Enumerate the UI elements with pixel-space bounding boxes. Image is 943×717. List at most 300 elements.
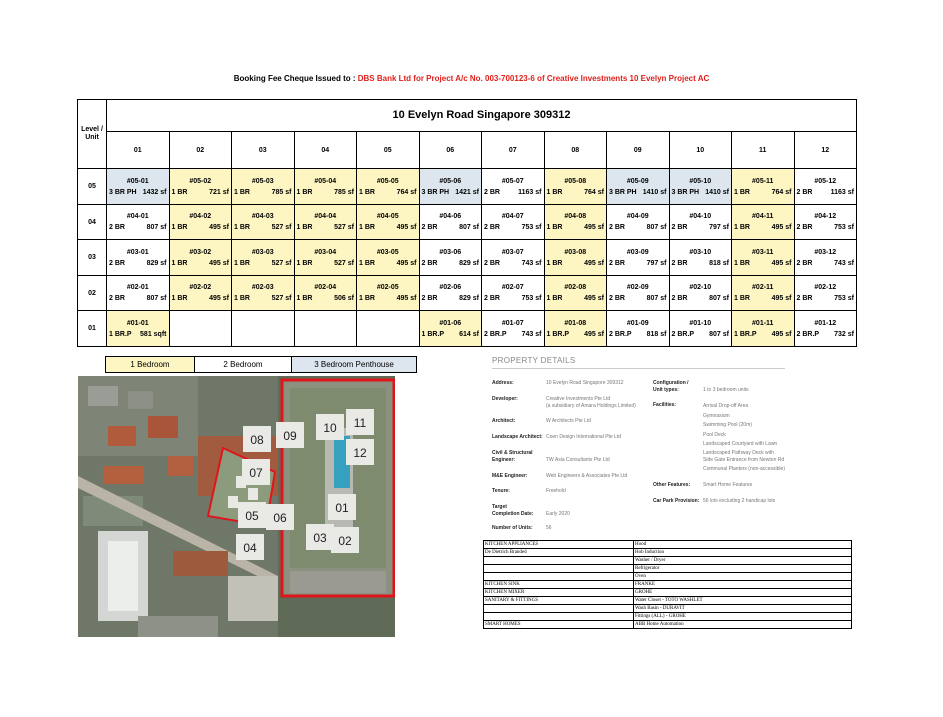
- unit-size: 785 sf: [334, 188, 354, 196]
- fittings-item: FRANKE: [634, 581, 852, 589]
- unit-number: #01-10: [689, 319, 712, 327]
- unit-size: 495 sf: [396, 259, 417, 267]
- unit-cell: [607, 311, 670, 347]
- unit-cell: [607, 275, 670, 311]
- config-label: Configuration / Unit types:: [653, 380, 689, 393]
- landscape-value: Coen Design International Pte Ltd: [546, 434, 622, 440]
- column-header: 04: [294, 131, 357, 168]
- booking-fee-line: [0, 74, 943, 83]
- facility-item: Landscaped Pathway Deck with: [703, 449, 774, 456]
- landscape-label: Landscape Architect:: [492, 434, 543, 440]
- unit-size: 753 sf: [521, 295, 542, 303]
- unit-number: #02-01: [126, 284, 149, 292]
- unit-cell: [107, 311, 170, 347]
- unit-size: 829 sf: [459, 295, 479, 303]
- unit-cell: [794, 311, 857, 347]
- facilities-label: Facilities:: [653, 402, 677, 408]
- unit-size: 1410 sf: [642, 188, 667, 196]
- facilities-list: [703, 402, 785, 475]
- fittings-category: KITCHEN SINK: [484, 581, 634, 589]
- unit-number: #05-02: [189, 177, 212, 185]
- column-header: 01: [107, 131, 170, 168]
- unit-cell: [544, 311, 607, 347]
- unit-size: 1163 sf: [830, 188, 854, 196]
- unit-type: 2 BR: [609, 224, 625, 232]
- unit-type: 1 BR: [359, 188, 375, 196]
- unit-cell: [669, 275, 732, 311]
- fittings-row: [484, 613, 852, 621]
- unit-cell: [732, 204, 795, 240]
- unit-number: #02-07: [501, 284, 524, 292]
- unit-size: 797 sf: [709, 224, 729, 232]
- fittings-item: ABB Home Automation: [634, 621, 852, 629]
- column-header: 12: [794, 131, 857, 168]
- unit-number: #04-07: [501, 213, 524, 221]
- unit-size: 743 sf: [834, 259, 854, 267]
- car-park-label: Car Park Provision:: [653, 498, 700, 504]
- facility-item: Side Gate Entrance from Newton Rd: [703, 456, 785, 463]
- unit-size: 495 sf: [396, 295, 417, 303]
- level-row: [78, 169, 857, 205]
- unit-size: 495 sf: [584, 224, 604, 232]
- unit-number: #04-12: [814, 213, 837, 221]
- unit-size: 807 sf: [646, 295, 667, 303]
- unit-number: #05-05: [376, 177, 399, 185]
- fittings-category: [484, 565, 634, 573]
- legend: [105, 356, 417, 373]
- unit-cell: [294, 169, 357, 205]
- unit-size: 818 sf: [709, 259, 729, 267]
- fittings-item: Hood: [634, 541, 852, 549]
- level-unit-header: Level / Unit: [78, 100, 107, 169]
- unit-number: #04-09: [626, 213, 649, 221]
- unit-size: 1163 sf: [518, 188, 542, 196]
- unit-cell: [357, 275, 420, 311]
- unit-type: 2 BR: [796, 188, 813, 196]
- unit-type: 1 BR: [234, 259, 250, 267]
- unit-cell: [607, 169, 670, 205]
- unit-cell: [357, 169, 420, 205]
- other-features-label: Other Features:: [653, 482, 691, 488]
- unit-type: 1 BR.P: [546, 330, 570, 338]
- unit-type: 2 BR: [484, 224, 500, 232]
- column-header: 03: [232, 131, 295, 168]
- unit-cell: [169, 240, 232, 276]
- unit-number: #03-12: [814, 248, 837, 256]
- unit-number: #03-02: [189, 248, 212, 256]
- target-value: Early 2020: [546, 511, 570, 517]
- unit-type: 2 BR: [609, 259, 625, 267]
- unit-number: #02-09: [626, 284, 649, 292]
- unit-number: #03-03: [251, 248, 274, 256]
- car-park-value: 56 lots excluding 2 handicap lots: [703, 498, 776, 504]
- unit-number: #03-05: [376, 248, 399, 256]
- unit-cell: [794, 169, 857, 205]
- unit-number: #01-01: [126, 319, 149, 327]
- developer-value: Creative Investments Pte Ltd (a subsidiary of Amara Holdings Limited): [546, 396, 636, 409]
- unit-size: 495 sf: [771, 330, 792, 338]
- fittings-item: Refrigerator: [634, 565, 852, 573]
- level-label: 04: [78, 204, 107, 240]
- unit-type: 2 BR.P: [609, 330, 632, 338]
- civil-value: TW Asia Consultants Pte Ltd: [546, 457, 610, 463]
- unit-size: 1410 sf: [705, 188, 729, 196]
- unit-type: 2 BR: [109, 224, 125, 232]
- unit-type: 1 BR: [296, 224, 313, 232]
- units-label: Number of Units:: [492, 525, 533, 531]
- unit-cell: [107, 240, 170, 276]
- unit-cell: [107, 204, 170, 240]
- unit-size: 527 sf: [334, 259, 354, 267]
- level-label: 02: [78, 275, 107, 311]
- empty-unit-cell: [232, 311, 295, 347]
- unit-cell: [232, 240, 295, 276]
- other-features-value: Smart Home Features: [703, 482, 753, 488]
- site-block-label: 12: [353, 446, 367, 460]
- unit-type: 2 BR: [796, 224, 813, 232]
- unit-cell: [294, 240, 357, 276]
- property-details-rule: [492, 368, 785, 369]
- unit-size: 581 sqft: [140, 330, 167, 338]
- unit-type: 1 BR: [234, 224, 250, 232]
- unit-cell: [669, 204, 732, 240]
- unit-size: 753 sf: [521, 224, 542, 232]
- unit-cell: [607, 240, 670, 276]
- column-header: 10: [669, 131, 732, 168]
- site-block-label: 11: [353, 416, 367, 430]
- column-header: 09: [607, 131, 670, 168]
- legend-3-bedroom-penthouse: 3 Bedroom Penthouse: [292, 357, 416, 372]
- facility-item: Gymnasium: [703, 412, 730, 419]
- unit-cell: [607, 204, 670, 240]
- unit-number: #03-01: [126, 248, 149, 256]
- unit-cell: [544, 240, 607, 276]
- site-block-label: 05: [245, 509, 259, 523]
- unit-number: #02-02: [189, 284, 212, 292]
- unit-type: 2 BR: [484, 188, 500, 196]
- unit-number: #01-09: [626, 319, 649, 327]
- unit-cell: [794, 240, 857, 276]
- unit-number: #01-07: [501, 319, 524, 327]
- unit-type: 3 BR PH: [421, 188, 450, 196]
- unit-cell: [482, 240, 545, 276]
- unit-size: 829 sf: [459, 259, 479, 267]
- unit-type: 2 BR: [796, 295, 813, 303]
- unit-type: 2 BR: [671, 295, 688, 303]
- fittings-row: [484, 605, 852, 613]
- unit-number: #05-11: [752, 177, 774, 185]
- unit-number: #03-07: [501, 248, 524, 256]
- fittings-row: [484, 573, 852, 581]
- unit-size: 807 sf: [646, 224, 667, 232]
- fittings-category: SANITARY & FITTINGS: [484, 597, 634, 605]
- unit-size: 527 sf: [271, 224, 292, 232]
- unit-cell: [732, 169, 795, 205]
- unit-cell: [544, 169, 607, 205]
- unit-size: 818 sf: [646, 330, 667, 338]
- column-header: 06: [419, 131, 482, 168]
- unit-type: 3 BR PH: [109, 188, 137, 196]
- unit-size: 495 sf: [209, 259, 229, 267]
- column-header-row: [78, 131, 857, 168]
- legend-2-bedroom: 2 Bedroom: [195, 357, 292, 372]
- unit-type: 1 BR: [734, 188, 750, 196]
- fittings-row: [484, 581, 852, 589]
- unit-type: 1 BR: [296, 188, 313, 196]
- unit-size: 495 sf: [396, 224, 417, 232]
- project-title: 10 Evelyn Road Singapore 309312: [107, 100, 857, 132]
- unit-cell: [419, 169, 482, 205]
- unit-size: 721 sf: [209, 188, 229, 196]
- booking-fee-payee: DBS Bank Ltd for Project A/c No. 003-700123-6 of Creative Investments 10 Evelyn Project AC: [357, 74, 710, 83]
- unit-type: 1 BR: [546, 295, 563, 303]
- column-header: 11: [732, 131, 795, 168]
- level-row: [78, 240, 857, 276]
- unit-type: 2 BR: [484, 259, 500, 267]
- unit-number: #05-07: [501, 177, 524, 185]
- unit-type: 3 BR PH: [609, 188, 637, 196]
- unit-cell: [544, 275, 607, 311]
- facility-item: Communal Planters (non-accessible): [703, 466, 785, 472]
- unit-type: 1 BR: [546, 259, 563, 267]
- unit-size: 743 sf: [521, 330, 542, 338]
- level-row: [78, 204, 857, 240]
- fittings-item: Fittings (ALL) - GROHE: [634, 613, 852, 621]
- unit-cell: [232, 275, 295, 311]
- unit-cell: [169, 169, 232, 205]
- unit-number: #02-10: [689, 284, 712, 292]
- unit-type: 1 BR: [171, 188, 188, 196]
- unit-number: #01-06: [439, 319, 462, 327]
- unit-type: 1 BR: [734, 295, 750, 303]
- unit-number: #02-03: [251, 284, 274, 292]
- empty-unit-cell: [294, 311, 357, 347]
- unit-number: #01-12: [814, 319, 837, 327]
- site-block-label: 03: [313, 531, 327, 545]
- unit-cell: [419, 311, 482, 347]
- unit-type: 1 BR: [359, 259, 375, 267]
- fittings-category: [484, 557, 634, 565]
- site-location-map: [78, 376, 395, 637]
- fittings-category: [484, 573, 634, 581]
- facility-item: Swimming Pool (20m): [703, 422, 752, 428]
- unit-cell: [732, 311, 795, 347]
- booking-fee-prefix: Booking Fee Cheque Issued to :: [233, 74, 358, 83]
- unit-cell: [107, 169, 170, 205]
- unit-number: #02-08: [564, 284, 587, 292]
- unit-number: #05-12: [814, 177, 837, 185]
- facility-item: Pool Deck: [703, 431, 726, 438]
- unit-number: #02-11: [752, 284, 774, 292]
- unit-cell: [482, 169, 545, 205]
- fittings-row: [484, 621, 852, 629]
- site-block-label: 10: [323, 421, 337, 435]
- fittings-category: [484, 605, 634, 613]
- unit-cell: [419, 240, 482, 276]
- unit-type: 1 BR.P: [421, 330, 445, 338]
- unit-type: 2 BR: [109, 259, 125, 267]
- unit-type: 1 BR: [171, 295, 188, 303]
- unit-type: 2 BR: [609, 295, 625, 303]
- unit-size: 753 sf: [834, 295, 854, 303]
- level-row: [78, 275, 857, 311]
- unit-number: #02-06: [439, 284, 462, 292]
- unit-number: #02-04: [314, 284, 337, 292]
- level-label: 01: [78, 311, 107, 347]
- unit-type: 1 BR.P: [734, 330, 757, 338]
- unit-size: 743 sf: [521, 259, 542, 267]
- kitchen-fittings-table: [483, 540, 852, 629]
- unit-number: #04-08: [564, 213, 587, 221]
- unit-number: #02-05: [376, 284, 399, 292]
- fittings-item: GROHE: [634, 589, 852, 597]
- unit-size: 1432 sf: [142, 188, 167, 196]
- column-header: 08: [544, 131, 607, 168]
- fittings-category: [484, 613, 634, 621]
- legend-1-bedroom: 1 Bedroom: [106, 357, 195, 372]
- unit-cell: [482, 311, 545, 347]
- unit-number: #02-12: [814, 284, 837, 292]
- config-value: 1 to 3 bedroom units: [703, 387, 749, 393]
- unit-type: 1 BR: [546, 188, 563, 196]
- unit-size: 495 sf: [209, 224, 229, 232]
- unit-size: 764 sf: [396, 188, 417, 196]
- facility-item: Arrival Drop-off Area: [703, 403, 749, 409]
- fittings-row: [484, 597, 852, 605]
- units-value: 56: [546, 525, 552, 531]
- unit-size: 506 sf: [334, 295, 354, 303]
- unit-number: #03-09: [626, 248, 649, 256]
- fittings-item: Water Closet - TOTO WASHLET: [634, 597, 852, 605]
- unit-number: #01-11: [752, 319, 774, 327]
- unit-cell: [482, 204, 545, 240]
- site-block-label: 08: [250, 433, 264, 447]
- unit-cell: [669, 240, 732, 276]
- unit-type: 1 BR: [171, 259, 188, 267]
- developer-label: Developer:: [492, 396, 518, 402]
- unit-number: #04-11: [752, 213, 774, 221]
- unit-cell: [169, 204, 232, 240]
- unit-type: 1 BR: [234, 295, 250, 303]
- site-block-label: 01: [335, 501, 349, 515]
- architect-label: Architect:: [492, 418, 516, 424]
- fittings-row: [484, 549, 852, 557]
- unit-number: #04-02: [189, 213, 212, 221]
- unit-size: 495 sf: [771, 259, 792, 267]
- level-label: 03: [78, 240, 107, 276]
- unit-type: 2 BR: [671, 224, 688, 232]
- unit-number: #03-11: [752, 248, 774, 256]
- fittings-category: De Dietrich Branded: [484, 549, 634, 557]
- unit-number: #04-03: [251, 213, 274, 221]
- unit-size: 1421 sf: [455, 188, 479, 196]
- unit-type: 1 BR: [234, 188, 250, 196]
- unit-type: 2 BR: [421, 224, 438, 232]
- fittings-row: [484, 557, 852, 565]
- facility-item: Landscaped Courtyard with Lawn: [703, 441, 778, 447]
- column-header: 05: [357, 131, 420, 168]
- unit-cell: [107, 275, 170, 311]
- empty-unit-cell: [169, 311, 232, 347]
- unit-size: 797 sf: [646, 259, 667, 267]
- tenure-value: Freehold: [546, 488, 566, 494]
- unit-size: 764 sf: [771, 188, 792, 196]
- unit-size: 495 sf: [209, 295, 229, 303]
- unit-size: 732 sf: [834, 330, 854, 338]
- unit-number: #03-08: [564, 248, 587, 256]
- unit-type: 1 BR.P: [109, 330, 132, 338]
- unit-cell: [294, 204, 357, 240]
- fittings-category: KITCHEN MIXER: [484, 589, 634, 597]
- unit-type: 2 BR.P: [671, 330, 695, 338]
- unit-number: #03-10: [689, 248, 712, 256]
- unit-cell: [232, 169, 295, 205]
- column-header: 07: [482, 131, 545, 168]
- site-block-label: 06: [273, 511, 287, 525]
- unit-number: #03-04: [314, 248, 337, 256]
- fittings-row: [484, 565, 852, 573]
- empty-unit-cell: [357, 311, 420, 347]
- unit-type: 2 BR: [421, 295, 438, 303]
- unit-size: 764 sf: [584, 188, 604, 196]
- unit-size: 807 sf: [146, 295, 167, 303]
- unit-cell: [419, 275, 482, 311]
- unit-type: 1 BR: [296, 259, 313, 267]
- unit-size: 807 sf: [146, 224, 167, 232]
- target-label: Target Completion Date:: [492, 504, 534, 517]
- architect-value: W Architects Pte Ltd: [546, 418, 592, 424]
- aerial-map-image: [78, 376, 395, 637]
- fittings-row: [484, 541, 852, 549]
- unit-cell: [669, 169, 732, 205]
- unit-type: 1 BR: [734, 259, 750, 267]
- fittings-item: Hob Induction: [634, 549, 852, 557]
- unit-number: #05-03: [251, 177, 274, 185]
- unit-size: 495 sf: [771, 224, 792, 232]
- unit-type: 1 BR: [359, 295, 375, 303]
- unit-type: 2 BR: [421, 259, 438, 267]
- unit-number: #05-01: [126, 177, 149, 185]
- unit-number: #05-06: [439, 177, 462, 185]
- unit-size: 495 sf: [771, 295, 792, 303]
- mne-value: Web Engineers & Associates Pte Ltd: [546, 473, 628, 479]
- unit-size: 829 sf: [146, 259, 167, 267]
- unit-number: #05-10: [689, 177, 712, 185]
- unit-cell: [732, 275, 795, 311]
- unit-number: #04-05: [376, 213, 399, 221]
- unit-type: 2 BR: [109, 295, 125, 303]
- unit-size: 807 sf: [459, 224, 479, 232]
- unit-type: 1 BR: [359, 224, 375, 232]
- unit-size: 785 sf: [271, 188, 292, 196]
- site-block-label: 09: [283, 429, 297, 443]
- unit-size: 807 sf: [709, 330, 729, 338]
- unit-size: 753 sf: [834, 224, 854, 232]
- site-block-label: 04: [243, 541, 257, 555]
- unit-type: 2 BR: [484, 295, 500, 303]
- unit-type: 2 BR.P: [796, 330, 820, 338]
- fittings-row: [484, 589, 852, 597]
- unit-number: #01-08: [564, 319, 587, 327]
- unit-type: 1 BR: [546, 224, 563, 232]
- unit-cell: [794, 275, 857, 311]
- unit-size: 495 sf: [584, 259, 604, 267]
- column-header: 02: [169, 131, 232, 168]
- address-label: Address:: [492, 380, 514, 386]
- site-block-label: 07: [249, 466, 263, 480]
- unit-type: 1 BR: [296, 295, 313, 303]
- unit-number: #05-08: [564, 177, 587, 185]
